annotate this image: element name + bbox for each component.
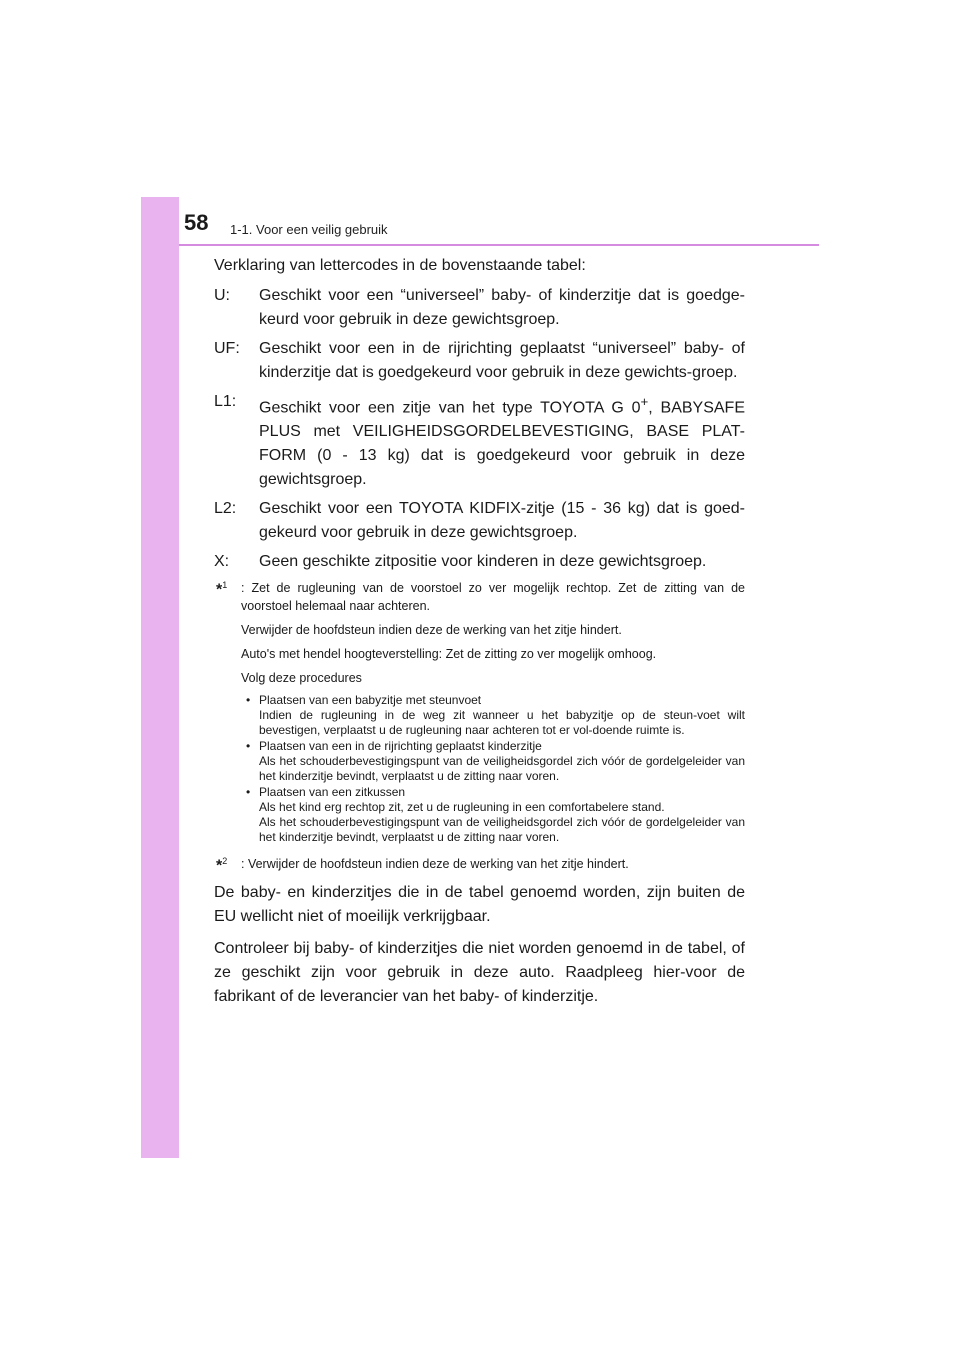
footnote-1: [214, 579, 745, 615]
legend-code: L2:: [214, 500, 237, 518]
footnote-text: : Verwijder de hoofdsteun indien deze de werking van het zitje hindert.: [241, 857, 629, 872]
legend-item-x: [214, 550, 745, 574]
legend-intro: Verklaring van lettercodes in de bovenstaande tabel:: [214, 257, 586, 274]
legend-text: Geschikt voor een “universeel” baby- of kinderzitje dat is goedge-keurd voor gebruik in deze gewichtsgroep.: [259, 287, 745, 328]
legend-code: X:: [214, 553, 230, 571]
legend-item-u: [214, 284, 745, 332]
footnote-marker: *$^2$: [216, 856, 228, 875]
legend-text: Geschikt voor een TOYOTA KIDFIX-zitje (15 - 36 kg) dat is goed-gekeurd voor gebruik in deze gewichtsgroep.: [259, 500, 745, 542]
bullet-icon: •: [246, 785, 251, 800]
bullet-detail: Indien de rugleuning in de weg zit wanneer u het babyzitje op de steun-voet wilt bevestigen, verplaatst u de rugleuning naar achteren tot er vol-doende ruimte is.: [259, 708, 745, 738]
bullet-detail: Als het kind erg rechtop zit, zet u de rugleuning in een comfortabelere stand. Als het schouderbevestigingspunt van de veiligheidsgordel zich vóór de gordelgeleider van het kinderzitje bevindt, verplaatst u de zitting naar voren.: [259, 800, 745, 845]
legend-code: UF:: [214, 340, 240, 357]
bullet-title: Plaatsen van een babyzitje met steunvoet: [259, 693, 482, 708]
body-paragraph: Controleer bij baby- of kinderzitjes die niet worden genoemd in de tabel, of ze geschikt zijn voor gebruik in deze auto. Raadpleeg hier-voor de fabrikant of de leverancier van het baby- of kinderzitje.: [214, 940, 745, 1006]
bullet-icon: •: [246, 739, 251, 754]
legend-text: , BABYSAFE PLUS met VEILIGHEIDSGORDELBEVESTIGING, BASE PLAT-FORM (0 - 13 kg) dat is goedgekeurd voor gebruik in deze gewichtsgroep.: [259, 399, 746, 489]
bullet-detail: Als het schouderbevestigingspunt van de veiligheidsgordel zich vóór de gordelgeleider van het kinderzitje bevindt, verplaatst u de zitting naar voren.: [259, 754, 745, 784]
bullet-title: Plaatsen van een in de rijrichting geplaatst kinderzitje: [259, 739, 542, 754]
header-rule: [179, 244, 819, 246]
legend-text: Geen geschikte zitpositie voor kinderen in deze gewichtsgroep.: [259, 553, 707, 571]
body-paragraph: De baby- en kinderzitjes die in de tabel genoemd worden, zijn buiten de EU wellicht niet of moeilijk verkrijgbaar.: [214, 884, 745, 926]
footnote-paragraph: Volg deze procedures: [241, 671, 362, 686]
superscript-plus: +: [640, 394, 649, 409]
legend-text: Geschikt voor een in de rijrichting geplaatst “universeel” baby- of kinderzitje dat is goedgekeurd voor gebruik in deze gewichts-groep.: [259, 340, 745, 381]
procedure-list: [214, 693, 745, 845]
footnote-paragraph: Verwijder de hoofdsteun indien deze de werking van het zitje hindert.: [241, 623, 622, 638]
legend-code: L1:: [214, 393, 237, 410]
legend-code: U:: [214, 287, 230, 304]
page-content: [214, 254, 745, 1015]
legend-item-l1: [214, 390, 745, 492]
section-title: 1-1. Voor een veilig gebruik: [230, 222, 388, 237]
footnote-paragraph: Auto's met hendel hoogteverstelling: Zet de zitting zo ver mogelijk omhoog.: [241, 647, 657, 662]
footnote-2: [214, 855, 745, 873]
page-number: 58: [184, 210, 209, 235]
list-item: [246, 785, 745, 845]
sidebar-tab: [141, 197, 179, 1158]
legend-text: Geschikt voor een zitje van het type TOYOTA G 0: [259, 399, 641, 417]
bullet-icon: •: [246, 693, 251, 708]
list-item: [246, 693, 745, 738]
legend-item-uf: [214, 337, 745, 385]
footnote-marker: *$^1$: [216, 580, 228, 599]
footnote-text: : Zet de rugleuning van de voorstoel zo ver mogelijk rechtop. Zet de zitting van de voorstoel helemaal naar achteren.: [241, 581, 745, 614]
legend-item-l2: [214, 497, 745, 545]
list-item: [246, 739, 745, 784]
bullet-title: Plaatsen van een zitkussen: [259, 785, 406, 800]
